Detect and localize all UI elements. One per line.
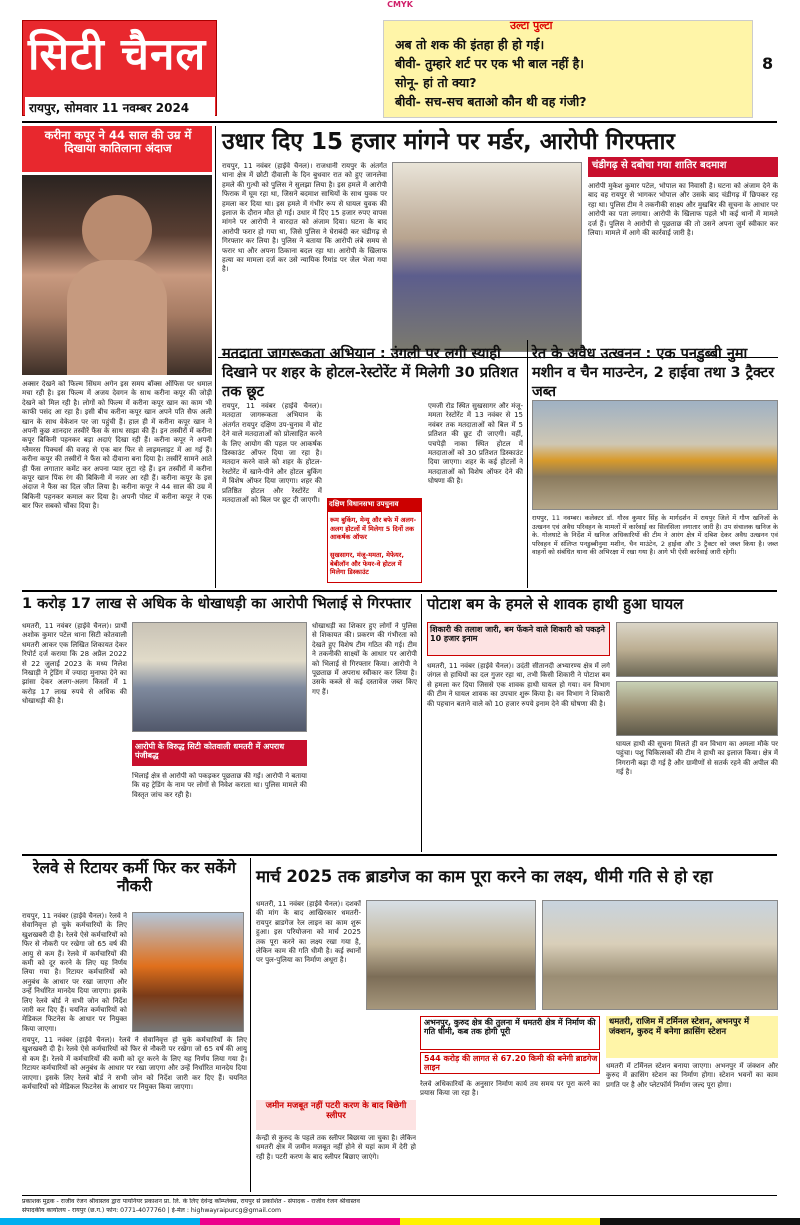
divider	[250, 858, 251, 1192]
broadgauge-side-title: धमतरी, राजिम में टर्मिनल स्टेशन, अभनपुर में जंक्शन, कुरुद में बनेगा क्रासिंग स्टेशन	[609, 1017, 750, 1037]
murder-headline: उधार दिए 15 हजार मांगने पर मर्डर, आरोपी गिरफ्तार	[222, 129, 675, 155]
broadgauge-headline: मार्च 2025 तक ब्राडगेज का काम पूरा करने का लक्ष्य, धीमी गति से हो रहा	[256, 867, 713, 886]
broadgauge-photo-2	[542, 900, 778, 1010]
broadgauge-box1: अभनपुर, कुरुद क्षेत्र की तुलना में धमतरी क्षेत्र में निर्माण की गति धीमी, कब तक होगी पूरी	[424, 1018, 596, 1037]
bottom-cmyk-bar	[0, 1218, 800, 1225]
kareena-body: अक्सर देखने को फिल्म सिंघम अगेन इस समय बॉक्स ऑफिस पर धमाल मचा रही है। इस फिल्म में अजय देवगन के साथ करीना कपूर की जोड़ी देखने को मिल रही है। लोगों को फिल्म में करीना कपूर खान का काम भी काफी पसंद आ रहा है। इसी बीच करीना कपूर खान अपने पति सैफ अली खान के साथ वेकेशन पर जा पहुंची हैं। हाल ही में करीना कपूर खान ने अपनी कुछ शानदार तस्वीरें फैंस के साथ साझा की हैं। इन तस्वीरों में करीना कपूर बिकिनी पहनकर बड़ा अदाएं दिखा रही हैं। करीना कपूर ने अपनी ग्लैमरस पिक्चर्स की वजह से एक बार फिर से लाइमलाइट में आ गई हैं। करीना कपूर की तस्वीरों ने फैंस को दीवाना बना दिया है। तस्वीरें सामने आते ही फैंस लगातार कमेंट कर अपना प्यार लुटा रहे हैं। इन तस्वीरों में करीना कपूर खान पिंक रंग की बिकिनी में नजर आ रही हैं। करीना कपूर के इस अंदाज ने फैंस का दिल जीत लिया है। करीना कपूर ने 44 साल की उम्र में बिकिनी पहनकर कमाल कर दिया है। अपनी पोस्ट में करीना कपूर ने एक बार फिर सबको चौंका दिया है।	[22, 380, 212, 511]
fraud-headline: 1 करोड़ 17 लाख से अधिक के धोखाधड़ी का आरोपी भिलाई से गिरफ्तार	[22, 596, 411, 612]
divider	[215, 126, 216, 588]
broadgauge-box2: 544 करोड़ की लागत से 67.20 किमी की बनेगी ब्राडगेज लाइन	[424, 1054, 598, 1073]
fraud-body3: भिलाई क्षेत्र से आरोपी को पकड़कर पूछताछ की गई। आरोपी ने बताया कि वह ट्रेडिंग के नाम पर लोगों से निवेश कराता था। पुलिस मामले की विस्तृत जांच कर रही है।	[132, 772, 307, 799]
masthead-title: सिटी चैनल	[28, 29, 207, 80]
divider	[22, 121, 777, 123]
divider	[22, 854, 777, 856]
voter-box-item: सुखसागर, मंजू-ममता, मेफेयर, बेबीलॉन और फेयर-वे होटल में मिलेगा डिस्काउंट	[330, 551, 404, 576]
ulta-pulta-lines	[395, 38, 745, 114]
elephant-headline: पोटाश बम के हमले से शावक हाथी हुआ घायल	[427, 595, 684, 613]
fraud-body2: धोखाधड़ी का शिकार हुए लोगों ने पुलिस से शिकायत की। प्रकरण की गंभीरता को देखते हुए विशेष टीम गठित की गई। टीम ने तकनीकी साक्ष्यों के आधार पर आरोपी को भिलाई से गिरफ्तार किया। आरोपी ने पूछताछ में अपराध स्वीकार कर लिया है। उसके कब्जे से कई दस्तावेज जब्त किए गए हैं।	[312, 622, 417, 696]
railway-headline: रेलवे से रिटायर कर्मी फिर कर सकेंगे नौकरी	[33, 859, 236, 895]
divider	[527, 340, 528, 588]
kareena-headline: करीना कपूर ने 44 साल की उम्र में दिखाया कातिलाना अंदाज	[44, 128, 192, 156]
kareena-photo	[22, 175, 212, 375]
fraud-body1: धमतरी, 11 नवंबर (हाईवे चैनल)। प्रार्थी अशोक कुमार पटेल थाना सिटी कोतवाली धमतरी आकर एक लिखित शिकायत देकर रिपोर्ट दर्ज कराया कि 28 अप्रैल 2022 से 22 जुलाई 2023 के मध्य निलेश निखाड़ी ने ट्रेडिंग में ज्यादा मुनाफा देने का झांसा देकर अलग-अलग किस्तों में 1 करोड़ 17 लाख रुपये से अधिक की धोखाधड़ी की है।	[22, 622, 127, 706]
elephant-photo-1	[616, 622, 778, 677]
sand-headline: रेत के अवैध उत्खनन : एक पनडुब्बी नुमा मशीन व चैन माउन्टेन, 2 हाईवा तथा 3 ट्रैक्टर जब्त	[532, 346, 775, 400]
broadgauge-photo-1	[366, 900, 536, 1010]
ulta-pulta-title: उल्टा पुल्टा	[510, 19, 553, 32]
elephant-box: शिकारी की तलाश जारी, बम फेंकने वाले शिकारी को पकड़ने 10 हजार इनाम	[430, 625, 605, 644]
divider	[421, 594, 422, 852]
broadgauge-sub: जमीन मजबूत नहीं पटरी करण के बाद बिछेगी स्लीपर	[265, 1101, 407, 1121]
ulta-line: सोनू- हां तो क्या?	[395, 75, 477, 90]
sand-photo	[532, 400, 778, 510]
railway-body-bottom: रायपुर, 11 नवंबर (हाईवे चैनल)। रेलवे ने सेवानिवृत्त हो चुके कर्मचारियों के लिए खुशखबरी दी है। रेलवे ऐसे कर्मचारियों को फिर से नौकरी पर रखेगा जो 65 वर्ष की आयु से कम हैं। रेलवे में कर्मचारियों की कमी को दूर करने के लिए यह निर्णय लिया गया है। रिटायर कर्मचारियों को अनुबंध के आधार पर रखा जाएगा और उन्हें निर्धारित मानदेय दिया जाएगा। इसके लिए रेलवे बोर्ड ने सभी जोन को निर्देश जारी कर दिए हैं। चयनित कर्मचारियों को मेडिकल फिटनेस के आधार पर नियुक्त किया जाएगा।	[22, 1036, 247, 1092]
voter-headline: मतदाता जागरूकता अभियान : उंगली पर लगी स्याही दिखाने पर शहर के होटल-रेस्टोरेंट में मिलेगी 30 प्रतिशत तक छूट	[222, 346, 519, 400]
cmyk-mark: CMYK	[387, 0, 413, 9]
railway-body-top: रायपुर, 11 नवंबर (हाईवे चैनल)। रेलवे ने सेवानिवृत्त हो चुके कर्मचारियों के लिए खुशखबरी दी है। रेलवे ऐसे कर्मचारियों को फिर से नौकरी पर रखेगा जो 65 वर्ष की आयु से कम हैं। रेलवे में कर्मचारियों की कमी को दूर करने के लिए यह निर्णय लिया गया है। रिटायर कर्मचारियों को अनुबंध के आधार पर रखा जाएगा और उन्हें निर्धारित मानदेय दिया जाएगा। इसके लिए रेलवे बोर्ड ने सभी जोन को निर्देश जारी कर दिए हैं। चयनित कर्मचारियों को मेडिकल फिटनेस के आधार पर नियुक्त किया जाएगा।	[22, 912, 127, 1032]
masthead-date: रायपुर, सोमवार 11 नवम्बर 2024	[25, 97, 215, 118]
broadgauge-body: धमतरी, 11 नवंबर (हाईवे चैनल)। दशकों की मांग के बाद आखिरकार धमतरी-रायपुर ब्राडगेज रेल लाइन का काम शुरू हुआ। इस परियोजना को मार्च 2025 तक पूरा करने का लक्ष्य रखा गया है, लेकिन काम की गति धीमी है। कई स्थानों पर पुल-पुलिया का निर्माण अधूरा है।	[256, 900, 361, 965]
murder-body: रायपुर, 11 नवंबर (हाईवे चैनल)। राजधानी रायपुर के अंतर्गत थाना क्षेत्र में छोटी दीवाली के दिन बुधवार रात को हुए जानलेवा हमले की गुत्थी को पुलिस ने सुलझा लिया है। इस हमले में आरोपी फिराक में घूम रहा था, जिसने बदमाश साथियों के साथ युवक पर हमला कर दिया था। इस हमले में गंभीर रूप से घायल युवक की इलाज के दौरान मौत हो गई। उधार में दिए 15 हजार रुपए वापस मांगने पर आरोपी ने वारदात को अंजाम दिया। घटना के बाद आरोपी फरार हो गया था, जिसे पुलिस ने घेराबंदी कर चंडीगढ़ से गिरफ्तार कर लिया है। पुलिस ने बताया कि आरोपी लंबे समय से फरार था और अपना ठिकाना बदल रहा था। आरोपी के खिलाफ हत्या का मामला दर्ज कर उसे न्यायिक रिमांड पर जेल भेजा गया है।	[222, 162, 387, 274]
voter-body1: रायपुर, 11 नवंबर (हाईवे चैनल)। मतदाता जागरूकता अभियान के अंतर्गत रायपुर दक्षिण उप-चुनाव में वोट देने वाले मतदाताओं को प्रोत्साहित करने के लिए आयोग की पहल पर आकर्षक डिस्काउंट ऑफर दिया जा रहा है। मतदान करने वाले को शहर के होटल-रेस्टोरेंट में खाने-पीने और होटल बुकिंग में विशेष ऑफर दिया जाएगा। शहर की प्रतिष्ठित होटल और रेस्टोरेंट में मतदाताओं को बिल पर छूट दी जाएगी।	[222, 402, 322, 505]
elephant-body: धमतरी, 11 नवंबर (हाईवे चैनल)। उदंती सीतानदी अभ्यारण्य क्षेत्र में लगे जंगल से हाथियों का दल गुजर रहा था, तभी किसी शिकारी ने पोटाश बम से हमला कर दिया जिससे एक शावक हाथी घायल हो गया। वन विभाग की टीम ने घायल शावक का उपचार शुरू किया है। वन विभाग ने शिकारी की पहचान बताने वाले को 10 हजार रुपये इनाम देने की घोषणा की है।	[427, 662, 610, 708]
voter-box-title: दक्षिण विधानसभा उपचुनाव	[329, 500, 399, 508]
ulta-line: बीवी- तुम्हारे शर्ट पर एक भी बाल नहीं है।	[395, 56, 585, 71]
voter-box-item: रूम बुकिंग, मेन्यू और बफे में अलग-अलग होटलों में मिलेगा 5 दिनों तक आकर्षक ऑफर	[330, 516, 417, 541]
divider	[22, 590, 777, 592]
railway-photo	[132, 912, 244, 1032]
murder-side-body: आरोपी मुकेश कुमार पटेल, भोपाल का निवासी है। घटना को अंजाम देने के बाद वह रायपुर से भागकर भोपाल और उसके बाद चंडीगढ़ में छिपकर रह रहा था। पुलिस टीम ने तकनीकी साक्ष्य और मुखबिर की सूचना के आधार पर आरोपी का पता लगाया। आरोपी के खिलाफ पहले भी कई थानों में मामले दर्ज हैं। पुलिस ने आरोपी से पूछताछ की तो उसने अपना जुर्म स्वीकार कर लिया। मामले में आगे की कार्रवाई जारी है।	[588, 182, 778, 238]
voter-body2: एमजी रोड स्थित सुखसागर और मंजू-ममता रेस्टोरेंट में 13 नवंबर से 15 नवंबर तक मतदाताओं को बिल में 5 प्रतिशत की छूट दी जाएगी। वहीं, पचपेड़ी नाका स्थित होटल में मतदाताओं को 30 प्रतिशत डिस्काउंट दिया जाएगा। शहर के कई होटलों ने मतदाताओं को विशेष ऑफर देने की घोषणा की है।	[428, 402, 523, 486]
sand-body: रायपुर, 11 नवम्बर। कलेक्टर डॉ. गौरव कुमार सिंह के मार्गदर्शन में रायपुर जिले में गौण खनिजों के उत्खनन एवं अवैध परिवहन के मामलों में कार्रवाई का सिलसिला लगातार जारी है। उप संचालक खनिज के के. गोलघाटे के निर्देश में खनिज अधिकारियों की टीम ने आरंग क्षेत्र में दबिश देकर अवैध उत्खनन एवं परिवहन में संलिप्त पनडुब्बीनुमा मशीन, चैन माउंटेन, 2 हाईवा और 3 ट्रैक्टर को जब्त किया है। जब्त वाहनों को संबंधित थाना की अभिरक्षा में रखा गया है। आगे भी ऐसी कार्रवाई जारी रहेगी।	[532, 514, 778, 556]
broadgauge-side-body: धमतरी में टर्मिनल स्टेशन बनाया जाएगा। अभनपुर में जंक्शन और कुरुद में क्रासिंग स्टेशन का निर्माण होगा। स्टेशन भवनों का काम प्रगति पर है और प्लेटफॉर्म निर्माण जल्द पूरा होगा।	[606, 1062, 778, 1089]
fraud-photo	[132, 622, 307, 732]
elephant-body2: घायल हाथी की सूचना मिलते ही वन विभाग का अमला मौके पर पहुंचा। पशु चिकित्सकों की टीम ने हाथी का इलाज किया। क्षेत्र में निगरानी बढ़ा दी गई है और ग्रामीणों से सतर्क रहने की अपील की गई है।	[616, 740, 778, 777]
ulta-line: अब तो शक की इंतहा ही हो गई।	[395, 37, 545, 52]
ulta-line: बीवी- सच-सच बताओ कौन थी वह गंजी?	[395, 94, 587, 109]
page-number: 8	[762, 54, 774, 73]
fraud-box: आरोपी के विरुद्ध सिटी कोतवाली धमतरी में अपराध पंजीबद्ध	[135, 742, 285, 761]
broadgauge-body2: केन्द्री से कुरुद के पहले तक स्लीपर बिछाया जा चुका है। लेकिन धमतरी क्षेत्र में जमीन मजबूत नहीं होने से यहां काम में देरी हो रही है। पटरी करण के बाद स्लीपर बिछाए जाएंगे।	[256, 1134, 416, 1161]
murder-photo	[392, 162, 582, 352]
murder-side-title: चंडीगढ़ से दबोचा गया शातिर बदमाश	[592, 160, 727, 171]
footer-line: संपादकीय कार्यालय - रायपुर (छ.ग.) फोन: 0771-4077760 | ई-मेल : highwayraipurcg@gmail.com	[22, 1207, 282, 1214]
elephant-photo-2	[616, 681, 778, 736]
divider	[22, 1195, 777, 1196]
broadgauge-body3: रेलवे अधिकारियों के अनुसार निर्माण कार्य तय समय पर पूरा करने का प्रयास किया जा रहा है।	[420, 1080, 600, 1098]
footer-line: प्रकाशक मुद्रक - राजीव रंजन श्रीवास्तव द्वारा पायनियर प्रकाशन प्रा. लि. के लिए देवेन्द्र कॉम्प्लेक्स, रायपुर से प्रकाशित - संपादक - राजीव रंजन श्रीवास्तव	[22, 1198, 360, 1205]
